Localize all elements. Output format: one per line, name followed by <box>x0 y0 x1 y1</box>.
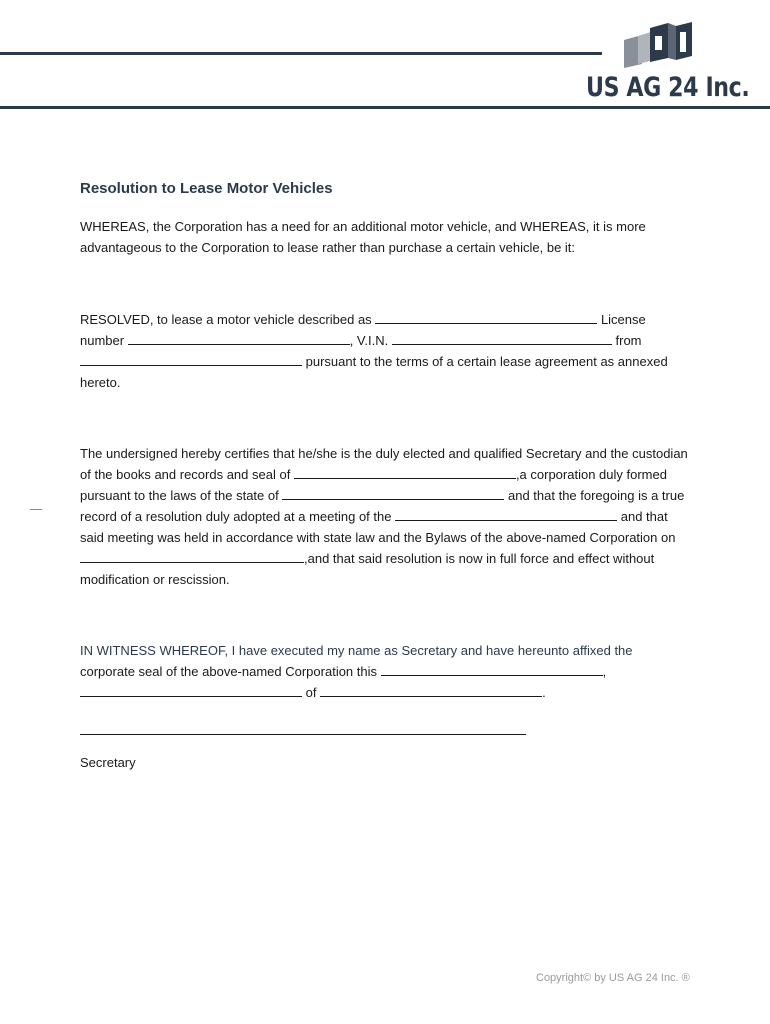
text-line: IN WITNESS WHEREOF, I have executed my name as Secretary and have hereunto affixed the <box>80 643 633 658</box>
copyright-footer: Copyright© by US AG 24 Inc. ® <box>536 972 690 984</box>
text-segment: ,a corporation duly formed <box>515 467 667 482</box>
text-segment: , <box>602 664 607 679</box>
resolved-paragraph <box>80 309 668 393</box>
meeting-blank[interactable] <box>395 508 617 521</box>
text-segment: and that the foregoing is a true <box>507 488 685 503</box>
month-blank[interactable] <box>80 684 302 697</box>
vin-blank[interactable] <box>392 332 612 345</box>
text-segment: from <box>615 333 642 348</box>
text-segment: . <box>542 685 546 700</box>
license-number-blank[interactable] <box>128 332 350 345</box>
year-blank[interactable] <box>320 684 542 697</box>
signature-label: Secretary <box>80 755 136 770</box>
header-line-top <box>0 52 602 55</box>
text-segment: pursuant to the laws of the state of <box>80 488 279 503</box>
text-segment: , V.I.N. <box>349 333 389 348</box>
document-title: Resolution to Lease Motor Vehicles <box>80 180 333 197</box>
header-line-bottom <box>0 106 770 109</box>
text-line: said meeting was held in accordance with state law and the Bylaws of the above-named Corporation on <box>80 530 676 545</box>
text-segment: number <box>80 333 125 348</box>
state-blank[interactable] <box>282 487 504 500</box>
certification-paragraph <box>80 443 688 590</box>
text-segment: corporate seal of the above-named Corporation this <box>80 664 378 679</box>
text-segment: record of a resolution duly adopted at a meeting of the <box>80 509 392 524</box>
company-logo-icon <box>624 22 694 68</box>
text-segment: ,and that said resolution is now in full force and effect without <box>304 551 655 566</box>
text-line: WHEREAS, the Corporation has a need for an additional motor vehicle, and WHEREAS, it is more <box>80 219 646 234</box>
text-line: hereto. <box>80 375 121 390</box>
text-segment: of the books and records and seal of <box>80 467 291 482</box>
text-line: The undersigned hereby certifies that he/she is the duly elected and qualified Secretary and the custodian <box>80 446 688 461</box>
day-blank[interactable] <box>381 663 603 676</box>
signature-line[interactable] <box>80 734 526 735</box>
vehicle-description-blank[interactable] <box>375 311 597 324</box>
meeting-date-blank[interactable] <box>80 550 304 563</box>
margin-mark <box>30 509 42 510</box>
company-logo-text: US AG 24 Inc. <box>586 72 750 103</box>
witness-paragraph <box>80 640 633 703</box>
text-segment: pursuant to the terms of a certain lease agreement as annexed <box>305 354 668 369</box>
text-segment: License <box>600 312 646 327</box>
text-line: advantageous to the Corporation to lease rather than purchase a certain vehicle, be it: <box>80 240 576 255</box>
lessor-blank[interactable] <box>80 353 302 366</box>
text-segment: RESOLVED, to lease a motor vehicle described as <box>80 312 372 327</box>
text-segment: of <box>305 685 317 700</box>
corporation-name-blank[interactable] <box>294 466 516 479</box>
text-segment: and that <box>620 509 668 524</box>
text-line: modification or rescission. <box>80 572 230 587</box>
whereas-paragraph <box>80 216 646 258</box>
